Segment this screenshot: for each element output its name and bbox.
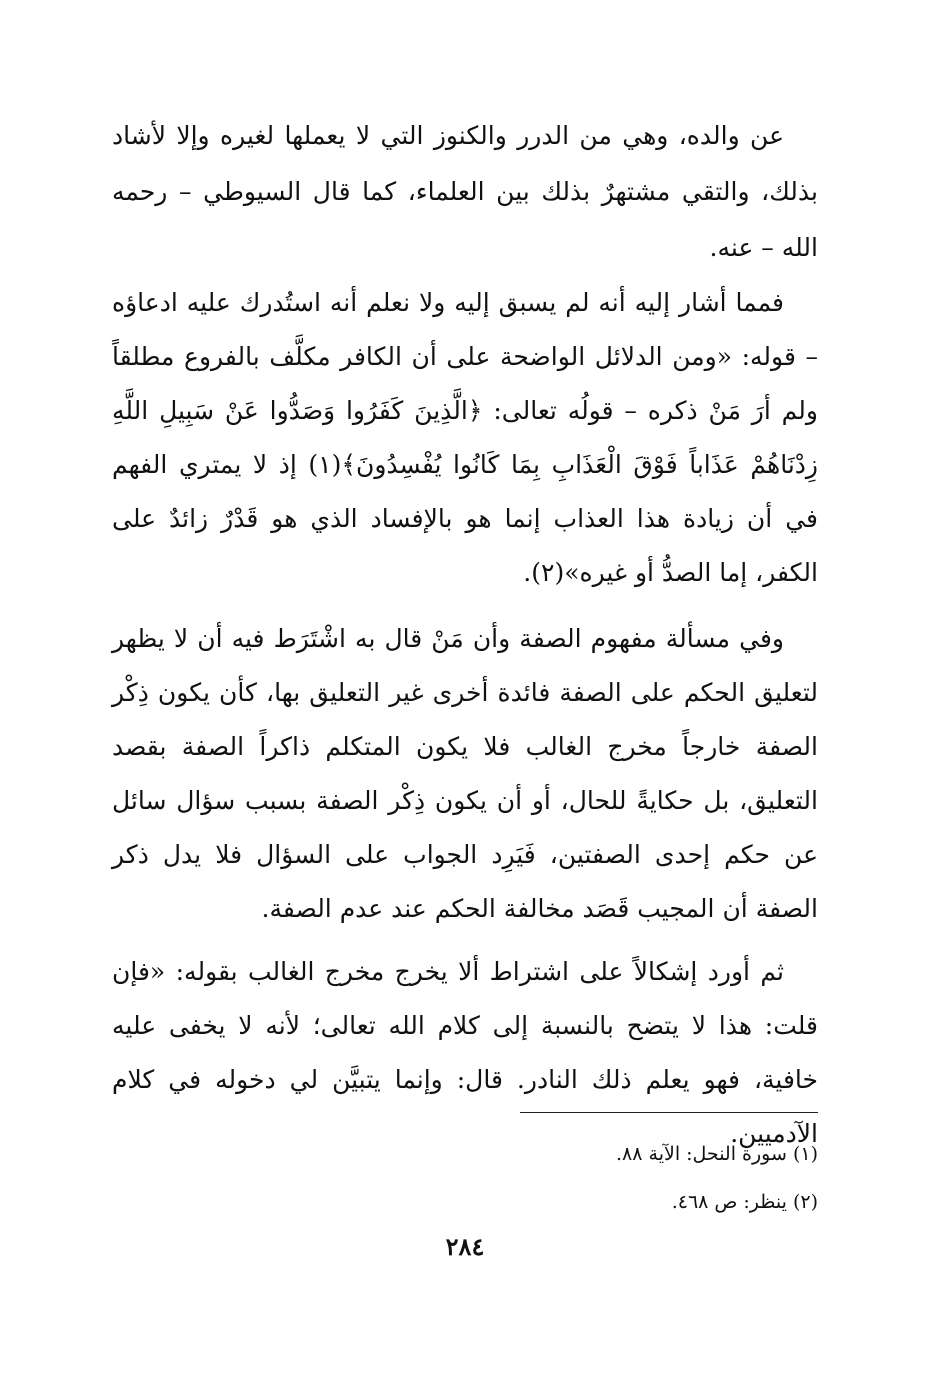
- paragraph-3: وفي مسألة مفهوم الصفة وأن مَنْ قال به اشْتَرَط فيه أن لا يظهر لتعليق الحكم على الصفة فائدة أخرى غير التعليق بها، كأن يكون ذِكْر الصفة خارجاً مخرج الغالب فلا يكون المتكلم ذاكراً الصفة بقصد التعليق، بل حكايةً للحال، أو أن يكون ذِكْر الصفة بسبب سؤال سائل عن حكم إحدى الصفتين، فَيَرِد الجواب على السؤال فلا يدل ذكر الصفة أن المجيب قَصَد مخالفة الحكم عند عدم الصفة.: [112, 624, 818, 923]
- main-text-block: [112, 276, 818, 600]
- footnote-2: (٢) ينظر: ص ٤٦٨.: [671, 1191, 818, 1213]
- paragraph-2: فمما أشار إليه أنه لم يسبق إليه ولا نعلم أنه استُدرك عليه ادعاؤه – قوله: «ومن الدلائل الواضحة على أن الكافر مكلَّف بالفروع مطلقاً ولم أرَ مَنْ ذكره – قولُه تعالى: ﴿الَّذِينَ كَفَرُوا وَصَدُّوا عَنْ سَبِيلِ اللَّهِ زِدْنَاهُمْ عَذَاباً فَوْقَ الْعَذَابِ بِمَا كَانُوا يُفْسِدُونَ﴾(١) إذ لا يمتري الفهم في أن زيادة هذا العذاب إنما هو بالإفساد الذي هو قَدْرٌ زائدٌ على الكفر، إما الصدُّ أو غيره»(٢).: [112, 288, 818, 587]
- footnotes: [400, 1130, 818, 1226]
- footnote-1: (١) سورة النحل: الآية ٨٨.: [616, 1143, 818, 1165]
- paragraph-1: عن والده، وهي من الدرر والكنوز التي لا يعملها لغيره وإلا لأشاد بذلك، والتقي مشتهرٌ بذلك بين العلماء، كما قال السيوطي – رحمه الله – عنه.: [112, 121, 818, 262]
- footnote-separator: [520, 1112, 818, 1113]
- page-number: ٢٨٤: [445, 1232, 485, 1261]
- main-text-block: [112, 612, 818, 936]
- main-text-block: [112, 108, 818, 276]
- paragraph-4: ثم أورد إشكالاً على اشتراط ألا يخرج مخرج الغالب بقوله: «فإن قلت: هذا لا يتضح بالنسبة إلى كلام الله تعالى؛ لأنه لا يخفى عليه خافية، فهو يعلم ذلك النادر. قال: وإنما يتبيَّن لي دخوله في كلام الآدميين.: [112, 957, 818, 1148]
- main-text-block: [112, 945, 818, 1161]
